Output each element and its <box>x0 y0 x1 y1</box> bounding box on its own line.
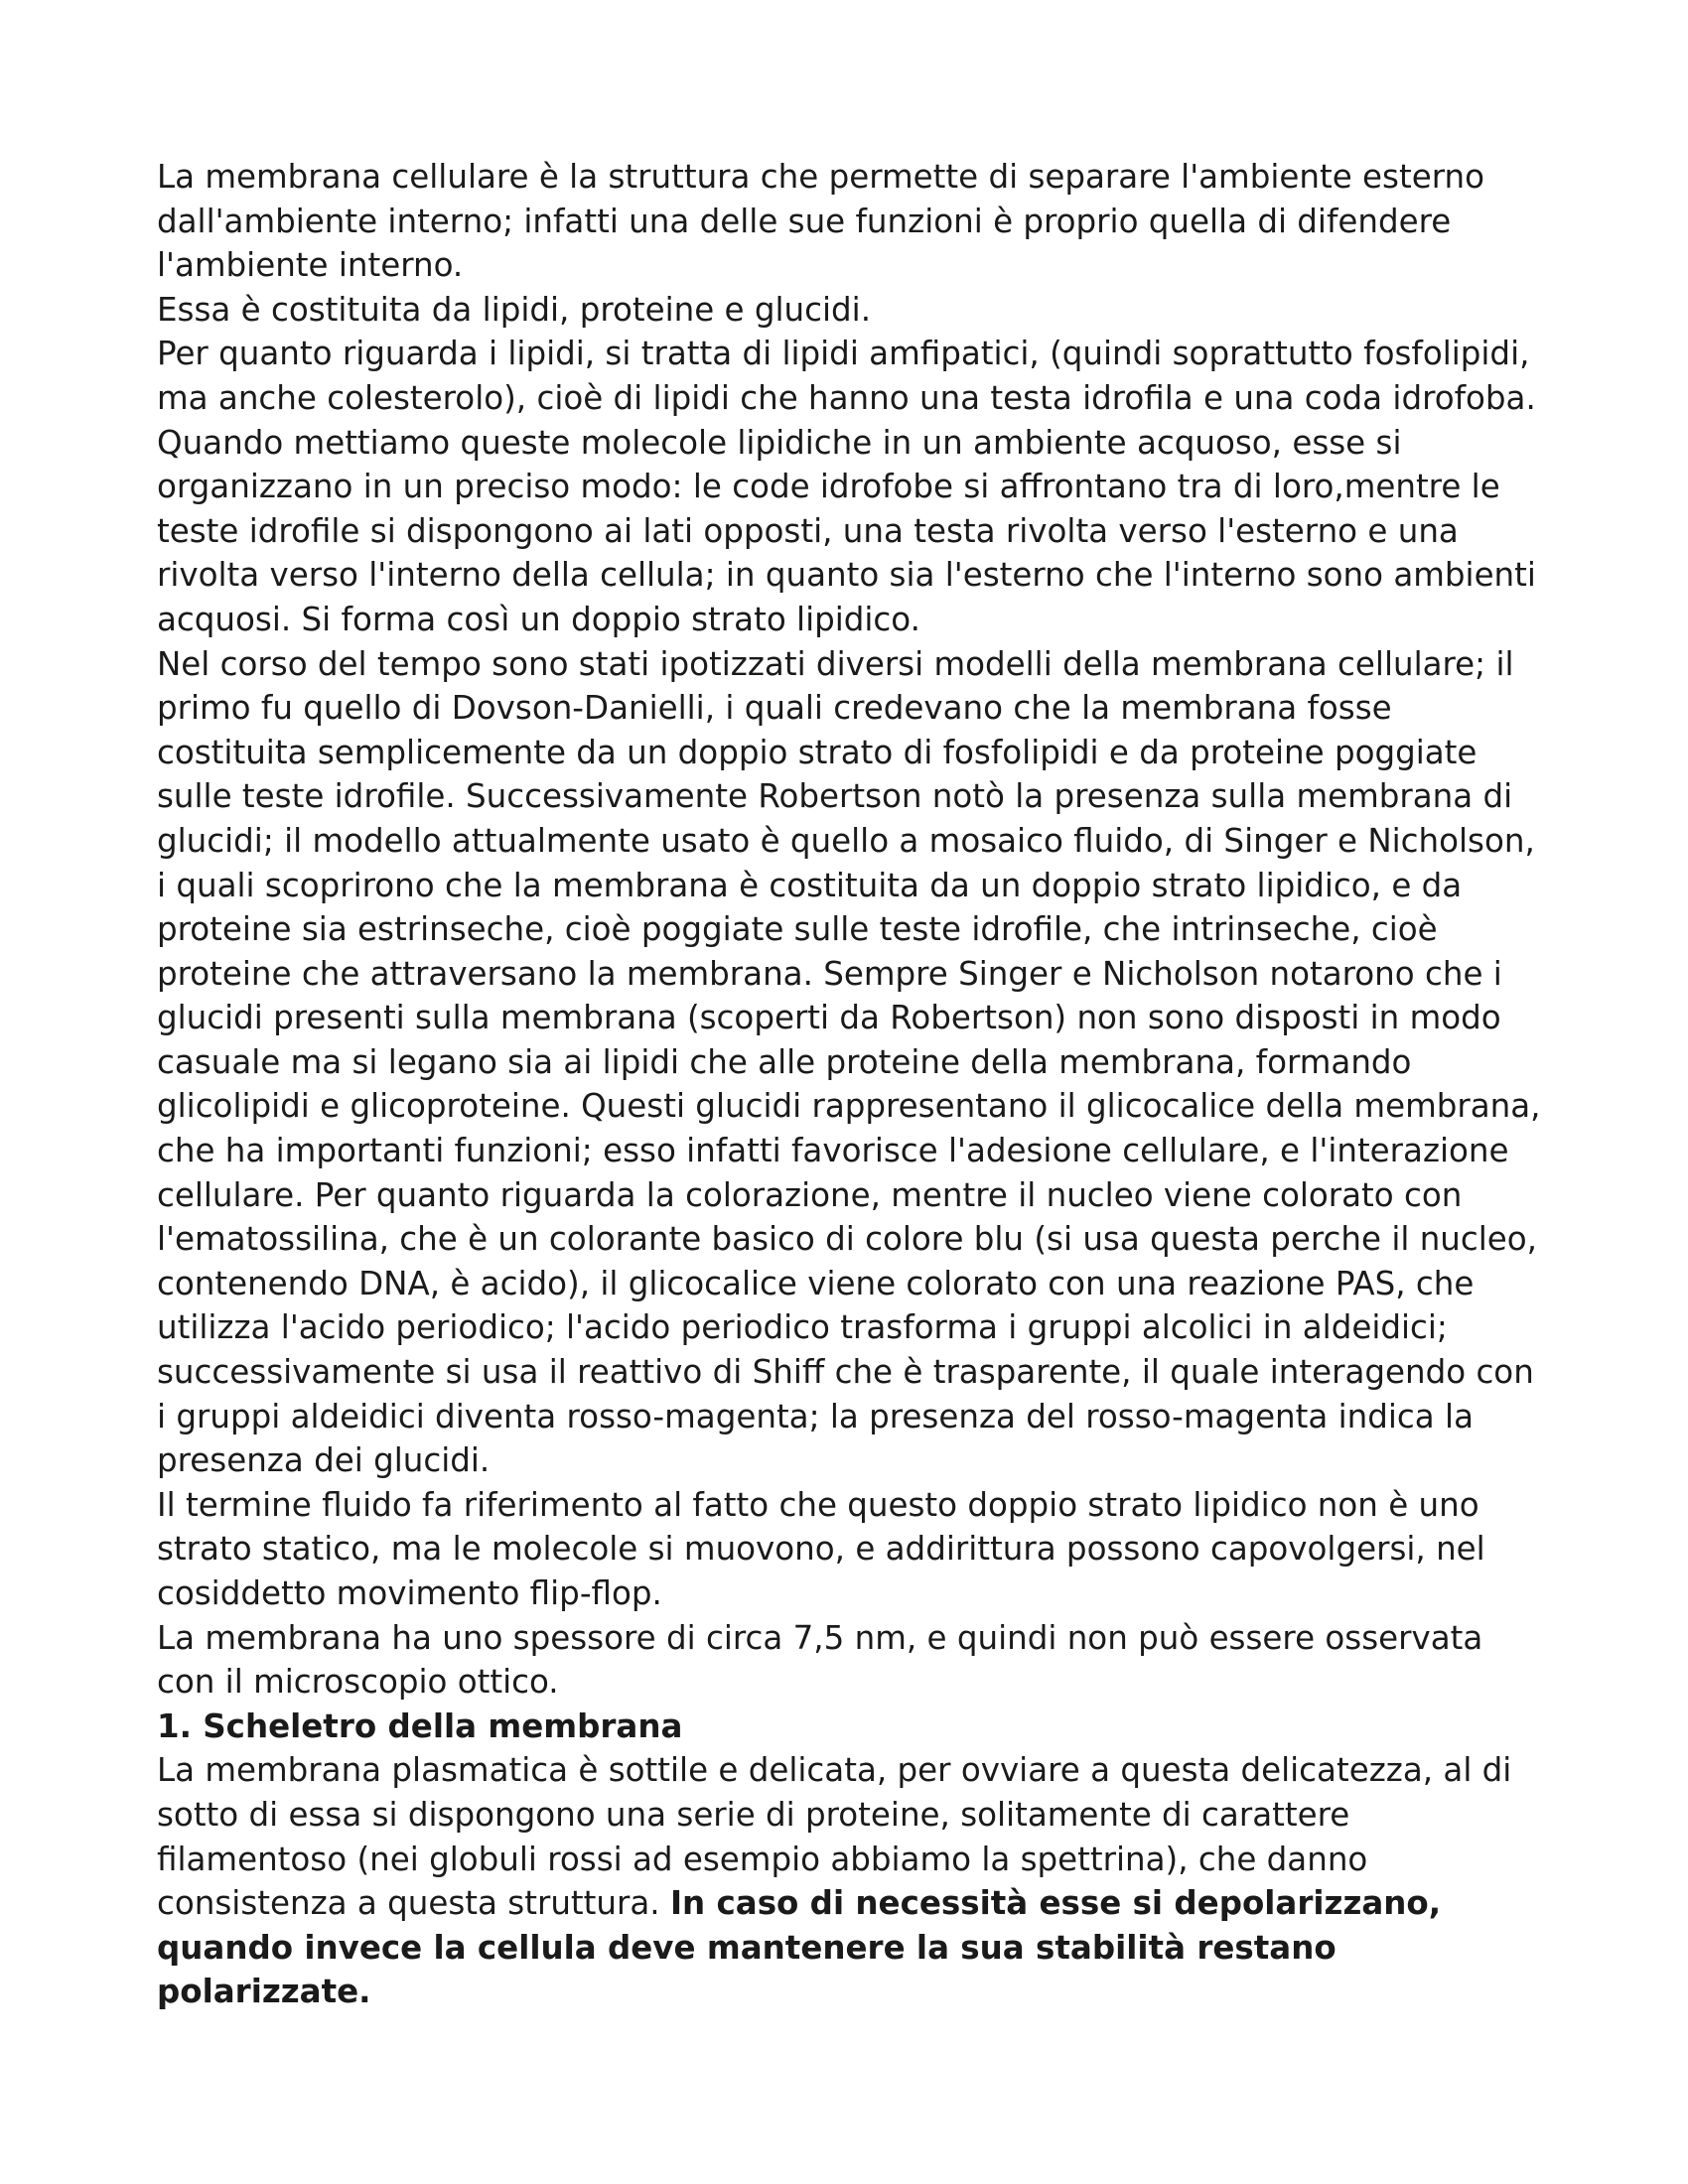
paragraph-intro: La membrana cellulare è la struttura che permette di separare l'ambiente esterno dall'ambiente interno; infatti una delle sue funzioni è proprio quella di difendere l'ambiente interno. <box>157 158 1484 285</box>
paragraph-composition: Essa è costituita da lipidi, proteine e glucidi. <box>157 290 872 329</box>
document-page <box>157 155 1547 2014</box>
paragraph-skeleton <box>157 1748 1547 2014</box>
skeleton-bold-text: In caso di necessità esse si depolarizzano, quando invece la cellula deve mantenere la sua stabilità restano polarizzate. <box>157 1884 1442 2011</box>
section-heading: 1. Scheletro della membrana <box>157 1706 683 1745</box>
paragraph-lipids: Per quanto riguarda i lipidi, si tratta di lipidi amfipatici, (quindi soprattutto fosfolipidi, ma anche colesterolo), cioè di lipidi che hanno una testa idrofila e una coda idrofoba. Quando mettiamo queste molecole lipidiche in un ambiente acquoso, esse si organizzano in un preciso modo: le code idrofobe si affrontano tra di loro,mentre le teste idrofile si dispongono ai lati opposti, una testa rivolta verso l'esterno e una rivolta verso l'interno della cellula; in quanto sia l'esterno che l'interno sono ambienti acquosi. Si forma così un doppio strato lipidico. <box>157 335 1536 638</box>
paragraph-models: Nel corso del tempo sono stati ipotizzati diversi modelli della membrana cellulare; il primo fu quello di Dovson-Danielli, i quali credevano che la membrana fosse costituita semplicemente da un doppio strato di fosfolipidi e da proteine poggiate sulle teste idrofile. Successivamente Robertson notò la presenza sulla membrana di glucidi; il modello attualmente usato è quello a mosaico fluido, di Singer e Nicholson, i quali scoprirono che la membrana è costituita da un doppio strato lipidico, e da proteine sia estrinseche, cioè poggiate sulle teste idrofile, che intrinseche, cioè proteine che attraversano la membrana. Sempre Singer e Nicholson notarono che i glucidi presenti sulla membrana (scoperti da Robertson) non sono disposti in modo casuale ma si legano sia ai lipidi che alle proteine della membrana, formando glicolipidi e glicoproteine. Questi glucidi rappresentano il glicocalice della membrana, che ha importanti funzioni; esso infatti favorisce l'adesione cellulare, e l'interazione cellulare. Per quanto riguarda la colorazione, mentre il nucleo viene colorato con l'ematossilina, che è un colorante basico di colore blu (si usa questa perche il nucleo, contenendo DNA, è acido), il glicocalice viene colorato con una reazione PAS, che utilizza l'acido periodico; l'acido periodico trasforma i gruppi alcolici in aldeidici; successivamente si usa il reattivo di Shiff che è trasparente, il quale interagendo con i gruppi aldeidici diventa rosso-magenta; la presenza del rosso-magenta indica la presenza dei glucidi. <box>157 644 1541 1480</box>
skeleton-text: La membrana plasmatica è sottile e delicata, per ovviare a questa delicatezza, al di sotto di essa si dispongono una serie di proteine, solitamente di carattere filamentoso (nei globuli rossi ad esempio abbiamo la spettrina), che danno consistenza a questa struttura. <box>157 1751 1512 1923</box>
paragraph-fluid: Il termine fluido fa riferimento al fatto che questo doppio strato lipidico non è uno strato statico, ma le molecole si muovono, e addirittura possono capovolgersi, nel cosiddetto movimento flip-flop. <box>157 1485 1485 1612</box>
paragraph-thickness: La membrana ha uno spessore di circa 7,5 nm, e quindi non può essere osservata con il microscopio ottico. <box>157 1618 1483 1702</box>
